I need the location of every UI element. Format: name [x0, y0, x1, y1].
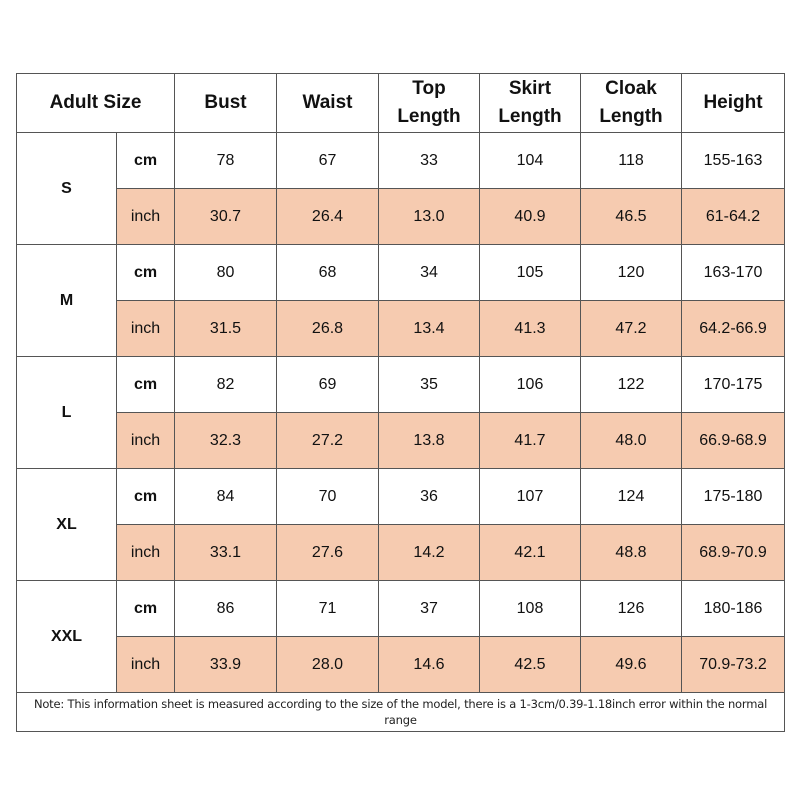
table-row: [17, 525, 785, 581]
skirt-length-inch: 41.7: [480, 413, 581, 469]
top-length-cm: 34: [379, 245, 480, 301]
header-top-length: [379, 74, 480, 133]
header-skirt-length-line2: Length: [498, 106, 562, 127]
height-cm: 170-175: [682, 357, 785, 413]
bust-cm: 86: [175, 581, 277, 637]
cloak-length-inch: 46.5: [581, 189, 682, 245]
table-row: [17, 357, 785, 413]
size-chart: [16, 73, 784, 732]
skirt-length-cm: 104: [480, 133, 581, 189]
size-label: L: [17, 357, 117, 469]
top-length-cm: 37: [379, 581, 480, 637]
header-row: [17, 74, 785, 133]
waist-inch: 28.0: [277, 637, 379, 693]
table-row: [17, 189, 785, 245]
waist-inch: 26.8: [277, 301, 379, 357]
measurement-note: Note: This information sheet is measured according to the size of the model, there is a 1-3cm/0.39-1.18inch error within the normal range: [17, 693, 785, 732]
header-waist: Waist: [277, 74, 379, 133]
skirt-length-inch: 42.1: [480, 525, 581, 581]
cloak-length-inch: 47.2: [581, 301, 682, 357]
bust-inch: 33.1: [175, 525, 277, 581]
unit-inch: inch: [117, 413, 175, 469]
bust-inch: 31.5: [175, 301, 277, 357]
height-inch: 68.9-70.9: [682, 525, 785, 581]
cloak-length-cm: 124: [581, 469, 682, 525]
size-table: [16, 73, 785, 732]
note-row: [17, 693, 785, 732]
size-body: [17, 133, 785, 732]
height-inch: 70.9-73.2: [682, 637, 785, 693]
waist-cm: 68: [277, 245, 379, 301]
skirt-length-inch: 41.3: [480, 301, 581, 357]
bust-cm: 80: [175, 245, 277, 301]
waist-cm: 69: [277, 357, 379, 413]
cloak-length-inch: 48.8: [581, 525, 682, 581]
unit-cm: cm: [117, 581, 175, 637]
waist-inch: 27.2: [277, 413, 379, 469]
cloak-length-cm: 120: [581, 245, 682, 301]
top-length-inch: 14.2: [379, 525, 480, 581]
height-cm: 175-180: [682, 469, 785, 525]
unit-cm: cm: [117, 245, 175, 301]
unit-inch: inch: [117, 525, 175, 581]
size-label: S: [17, 133, 117, 245]
bust-inch: 32.3: [175, 413, 277, 469]
header-top-length-line2: Length: [397, 106, 461, 127]
cloak-length-cm: 118: [581, 133, 682, 189]
top-length-inch: 14.6: [379, 637, 480, 693]
top-length-inch: 13.0: [379, 189, 480, 245]
table-row: [17, 245, 785, 301]
header-height: Height: [682, 74, 785, 133]
table-row: [17, 413, 785, 469]
size-label: XL: [17, 469, 117, 581]
bust-cm: 82: [175, 357, 277, 413]
waist-cm: 71: [277, 581, 379, 637]
header-cloak-length-line2: Length: [599, 106, 663, 127]
header-bust: Bust: [175, 74, 277, 133]
top-length-cm: 36: [379, 469, 480, 525]
header-skirt-length-line1: Skirt: [508, 78, 552, 99]
header-adult-size: Adult Size: [17, 74, 175, 133]
size-label: XXL: [17, 581, 117, 693]
bust-cm: 78: [175, 133, 277, 189]
bust-cm: 84: [175, 469, 277, 525]
height-inch: 61-64.2: [682, 189, 785, 245]
table-row: [17, 581, 785, 637]
table-row: [17, 301, 785, 357]
unit-inch: inch: [117, 637, 175, 693]
unit-inch: inch: [117, 189, 175, 245]
unit-cm: cm: [117, 357, 175, 413]
top-length-cm: 33: [379, 133, 480, 189]
waist-inch: 26.4: [277, 189, 379, 245]
skirt-length-cm: 105: [480, 245, 581, 301]
skirt-length-cm: 106: [480, 357, 581, 413]
bust-inch: 33.9: [175, 637, 277, 693]
unit-inch: inch: [117, 301, 175, 357]
unit-cm: cm: [117, 469, 175, 525]
header-top-length-line1: Top: [412, 78, 446, 99]
skirt-length-inch: 42.5: [480, 637, 581, 693]
skirt-length-cm: 108: [480, 581, 581, 637]
header-cloak-length-line1: Cloak: [605, 78, 657, 99]
height-inch: 66.9-68.9: [682, 413, 785, 469]
height-inch: 64.2-66.9: [682, 301, 785, 357]
unit-cm: cm: [117, 133, 175, 189]
table-row: [17, 469, 785, 525]
cloak-length-cm: 126: [581, 581, 682, 637]
cloak-length-inch: 48.0: [581, 413, 682, 469]
header-skirt-length: [480, 74, 581, 133]
cloak-length-inch: 49.6: [581, 637, 682, 693]
table-row: [17, 133, 785, 189]
top-length-inch: 13.4: [379, 301, 480, 357]
table-row: [17, 637, 785, 693]
skirt-length-inch: 40.9: [480, 189, 581, 245]
top-length-inch: 13.8: [379, 413, 480, 469]
waist-cm: 70: [277, 469, 379, 525]
height-cm: 163-170: [682, 245, 785, 301]
cloak-length-cm: 122: [581, 357, 682, 413]
bust-inch: 30.7: [175, 189, 277, 245]
skirt-length-cm: 107: [480, 469, 581, 525]
header-cloak-length: [581, 74, 682, 133]
size-label: M: [17, 245, 117, 357]
height-cm: 155-163: [682, 133, 785, 189]
height-cm: 180-186: [682, 581, 785, 637]
top-length-cm: 35: [379, 357, 480, 413]
waist-cm: 67: [277, 133, 379, 189]
waist-inch: 27.6: [277, 525, 379, 581]
